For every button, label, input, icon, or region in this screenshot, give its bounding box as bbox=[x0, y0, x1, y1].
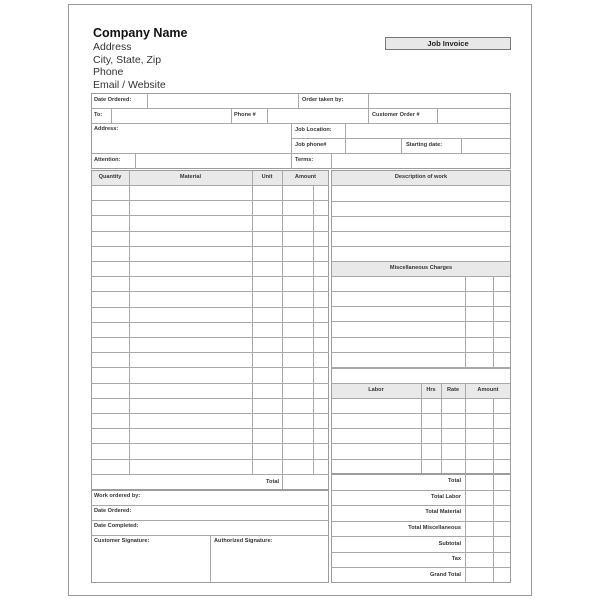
totals-label-total: Total bbox=[448, 478, 461, 484]
company-city-state-zip: City, State, Zip bbox=[93, 53, 162, 66]
totals-row-line bbox=[331, 490, 511, 491]
misc-row-line bbox=[331, 291, 511, 292]
totals-row-line bbox=[331, 536, 511, 537]
amount-header: Amount bbox=[294, 174, 317, 180]
company-phone: Phone bbox=[93, 66, 124, 78]
totals-label-total-material: Total Material bbox=[425, 509, 461, 515]
totals-row-line bbox=[331, 521, 511, 522]
company-email-website: Email / Website bbox=[93, 78, 166, 91]
materials-row-line bbox=[91, 261, 329, 262]
customer-order-number-label: Customer Order # bbox=[372, 112, 420, 118]
materials-row-line bbox=[91, 443, 329, 444]
materials-row-line bbox=[91, 291, 329, 292]
authorized-signature-label: Authorized Signature: bbox=[214, 538, 273, 544]
labor-row-line bbox=[331, 428, 511, 429]
rate-header: Rate bbox=[446, 387, 460, 393]
materials-row-line bbox=[91, 215, 329, 216]
company-address: Address bbox=[93, 41, 132, 53]
attention-label: Attention: bbox=[94, 157, 121, 163]
date-ordered-label: Date Ordered: bbox=[94, 97, 132, 103]
labor-header: Labor bbox=[368, 387, 384, 393]
phone-number-label: Phone # bbox=[234, 112, 256, 118]
starting-date-label: Starting date: bbox=[406, 142, 443, 148]
materials-row-line bbox=[91, 337, 329, 338]
job-phone-label: Job phone# bbox=[295, 142, 327, 148]
order-taken-by-label: Order taken by: bbox=[302, 97, 344, 103]
materials-row-line bbox=[91, 231, 329, 232]
materials-row-line bbox=[91, 383, 329, 384]
materials-row-line bbox=[91, 413, 329, 414]
materials-row-line bbox=[91, 398, 329, 399]
materials-row-line bbox=[91, 428, 329, 429]
company-block bbox=[93, 25, 187, 91]
hrs-header: Hrs bbox=[426, 387, 436, 393]
materials-row-line bbox=[91, 276, 329, 277]
date-completed-label: Date Completed: bbox=[94, 523, 139, 529]
materials-row-line bbox=[91, 459, 329, 460]
totals-label-subtotal: Subtotal bbox=[438, 541, 461, 547]
totals-row-line bbox=[331, 567, 511, 568]
totals-label-total-labor: Total Labor bbox=[430, 494, 461, 500]
invoice-sheet bbox=[68, 4, 532, 596]
materials-row-line bbox=[91, 367, 329, 368]
misc-row-line bbox=[331, 352, 511, 353]
unit-header: Unit bbox=[261, 174, 273, 180]
terms-label: Terms: bbox=[295, 157, 314, 163]
material-header: Material bbox=[179, 174, 202, 180]
materials-row-line bbox=[91, 307, 329, 308]
materials-row-line bbox=[91, 246, 329, 247]
customer-signature-label: Customer Signature: bbox=[94, 538, 150, 544]
totals-row-line bbox=[331, 505, 511, 506]
totals-label-tax: Tax bbox=[451, 556, 461, 562]
misc-row-line bbox=[331, 306, 511, 307]
work-ordered-by-label: Work ordered by: bbox=[94, 493, 141, 499]
footer-date-ordered-label: Date Ordered: bbox=[94, 508, 132, 514]
description-of-work-header: Description of work bbox=[394, 174, 448, 180]
totals-label-grand-total: Grand Total bbox=[430, 572, 461, 578]
materials-row-line bbox=[91, 352, 329, 353]
totals-label-total-miscellaneous: Total Miscellaneous bbox=[408, 525, 461, 531]
totals-row-line bbox=[331, 552, 511, 553]
materials-total-label: Total bbox=[266, 479, 279, 485]
materials-row-line bbox=[91, 322, 329, 323]
materials-row-line bbox=[91, 200, 329, 201]
labor-amount-header: Amount bbox=[477, 387, 499, 393]
materials-table bbox=[91, 170, 329, 490]
miscellaneous-charges-header: Miscellaneous Charges bbox=[389, 265, 453, 271]
to-label: To: bbox=[94, 112, 103, 118]
materials-row-line bbox=[91, 185, 329, 186]
document-title: Job Invoice bbox=[385, 37, 511, 50]
misc-row-line bbox=[331, 337, 511, 338]
company-name: Company Name bbox=[93, 26, 188, 40]
labor-row-line bbox=[331, 443, 511, 444]
quantity-header: Quantity bbox=[98, 174, 122, 180]
misc-row-line bbox=[331, 321, 511, 322]
address-label: Address: bbox=[94, 126, 119, 132]
job-location-label: Job Location: bbox=[295, 127, 332, 133]
invoice-form bbox=[91, 93, 511, 583]
labor-row-line bbox=[331, 413, 511, 414]
labor-row-line bbox=[331, 459, 511, 460]
